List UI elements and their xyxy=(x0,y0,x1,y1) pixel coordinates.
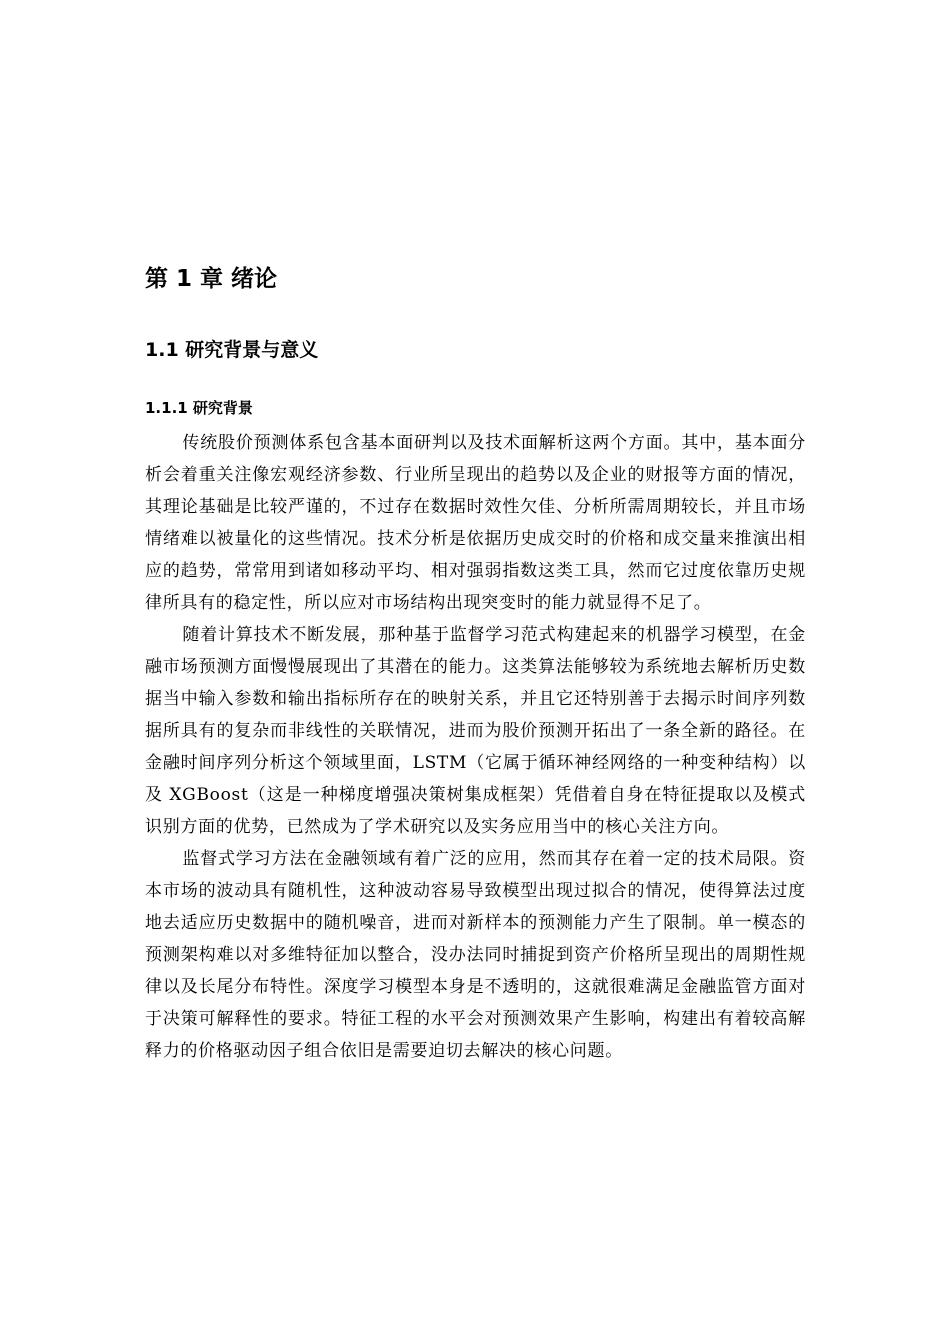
paragraph-1: 传统股价预测体系包含基本面研判以及技术面解析这两个方面。其中，基本面分析会着重关注像宏观经济参数、行业所呈现出的趋势以及企业的财报等方面的情况，其理论基础是比较严谨的，不过存在数据时效性欠佳、分析所需周期较长，并且市场情绪难以被量化的这些情况。技术分析是依据历史成交时的价格和成交量来推演出相应的趋势，常常用到诸如移动平均、相对强弱指数这类工具，然而它过度依靠历史规律所具有的稳定性，所以应对市场结构出现突变时的能力就显得不足了。 xyxy=(145,433,806,613)
subsection-title: 1.1.1 研究背景 xyxy=(145,399,253,417)
paragraph-2: 随着计算技术不断发展，那种基于监督学习范式构建起来的机器学习模型，在金融市场预测方面慢慢展现出了其潜在的能力。这类算法能够较为系统地去解析历史数据当中输入参数和输出指标所存在的映射关系，并且它还特别善于去揭示时间序列数据所具有的复杂而非线性的关联情况，进而为股价预测开拓出了一条全新的路径。在金融时间序列分析这个领域里面，LSTM（它属于循环神经网络的一种变种结构）以及 XGBoost（这是一种梯度增强决策树集成框架）凭借着自身在特征提取以及模式识别方面的优势，已然成为了学术研究以及实务应用当中的核心关注方向。 xyxy=(145,625,806,837)
body-text xyxy=(145,427,806,1067)
chapter-title: 第 1 章 绪论 xyxy=(145,266,278,292)
paragraph-3: 监督式学习方法在金融领域有着广泛的应用，然而其存在着一定的技术局限。资本市场的波动具有随机性，这种波动容易导致模型出现过拟合的情况，使得算法过度地去适应历史数据中的随机噪音，进而对新样本的预测能力产生了限制。单一模态的预测架构难以对多维特征加以整合，没办法同时捕捉到资产价格所呈现出的周期性规律以及长尾分布特性。深度学习模型本身是不透明的，这就很难满足金融监管方面对于决策可解释性的要求。特征工程的水平会对预测效果产生影响，构建出有着较高解释力的价格驱动因子组合依旧是需要迫切去解决的核心问题。 xyxy=(145,849,806,1061)
section-title: 1.1 研究背景与意义 xyxy=(145,339,319,361)
